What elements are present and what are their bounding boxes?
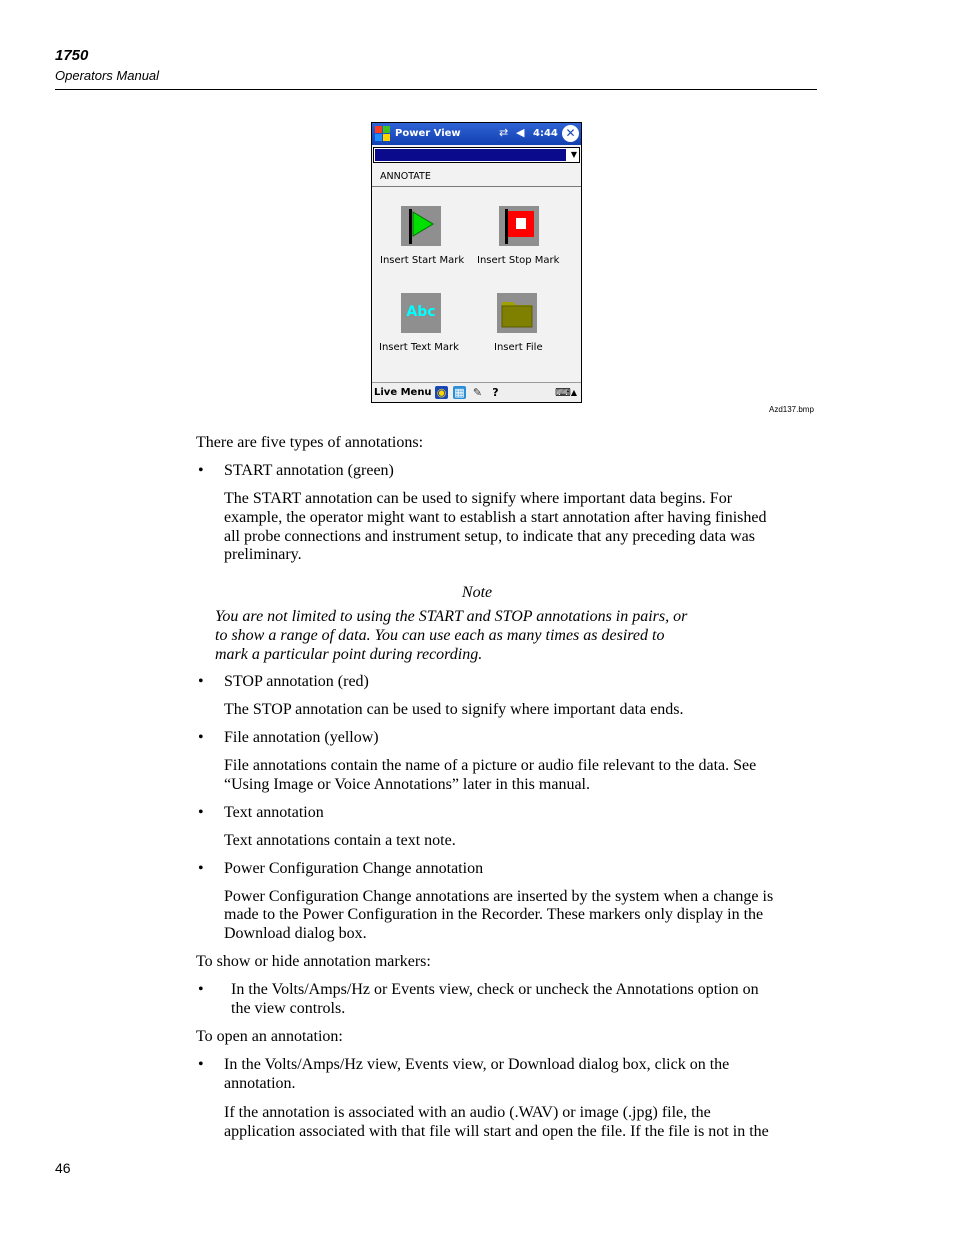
calendar-icon[interactable]: ▦ [454,386,465,399]
help-icon[interactable]: ? [492,386,499,399]
bullet-dot: • [198,981,204,998]
keyboard-icon[interactable]: ⌨ [555,386,571,399]
bullet-dot: • [198,729,204,746]
start-paragraph-line: all probe connections and instrument setup, to indicate that any preceding data was [224,528,755,545]
bullet-dot: • [198,462,204,479]
insert-stop-mark-label: Insert Stop Mark [477,255,560,266]
show-hide-line: the view controls. [231,1000,346,1017]
note-line: You are not limited to using the START and STOP annotations in pairs, or [215,608,688,625]
annotate-label: ANNOTATE [380,171,431,182]
intro-text: There are five types of annotations: [196,434,424,451]
speaker-icon[interactable]: ◀ [516,126,525,139]
windows-logo-icon[interactable] [375,126,391,142]
annotate-header [372,167,581,187]
header-rule [55,89,817,90]
text-mark-icon[interactable] [401,293,441,333]
insert-file-label: Insert File [494,342,543,353]
device-title-bar [372,123,581,145]
insert-text-mark-label: Insert Text Mark [379,342,459,353]
bullet-file: File annotation (yellow) [224,729,379,746]
manual-model: 1750 [55,47,89,64]
live-menu-button[interactable]: Live Menu [374,387,432,398]
text-paragraph: Text annotations contain a text note. [224,832,456,849]
show-hide-heading: To show or hide annotation markers: [196,953,431,970]
power-config-paragraph-line: made to the Power Configuration in the Recorder. These markers only display in the [224,906,764,923]
fluke-app-icon[interactable]: ◉ [436,386,447,399]
start-paragraph-line: example, the operator might want to establish a start annotation after having finished [224,509,767,526]
device-clock[interactable]: 4:44 [533,128,558,139]
page-number: 46 [55,1160,71,1176]
bullet-power-config: Power Configuration Change annotation [224,860,484,877]
device-app-title: Power View [395,128,461,139]
bullet-dot: • [198,804,204,821]
chevron-up-icon[interactable]: ▲ [570,388,578,397]
start-paragraph-line: preliminary. [224,546,302,563]
open-line: annotation. [224,1075,296,1092]
note-line: to show a range of data. You can use each as many times as desired to [215,627,665,644]
bullet-dot: • [198,1056,204,1073]
figure-caption: Azd137.bmp [769,405,814,414]
note-heading: Note [461,584,493,601]
note-line: mark a particular point during recording. [215,646,483,663]
folder-icon[interactable] [497,293,537,333]
bullet-start: START annotation (green) [224,462,394,479]
bullet-dot: • [198,860,204,877]
stop-paragraph: The STOP annotation can be used to signify where important data ends. [224,701,684,718]
open-paragraph-line: application associated with that file will start and open the file. If the file is not in the [224,1123,769,1140]
manual-subtitle: Operators Manual [55,68,160,83]
text-mark-icon-text: Abc [406,304,436,320]
stop-flag-icon[interactable] [499,206,539,246]
start-paragraph-line: The START annotation can be used to signify where important data begins. For [224,490,733,507]
dropdown-selection [375,149,566,161]
bullet-text: Text annotation [224,804,324,821]
open-heading: To open an annotation: [196,1028,343,1045]
insert-start-mark-label: Insert Start Mark [380,255,465,266]
open-line: In the Volts/Amps/Hz view, Events view, or Download dialog box, click on the [224,1056,730,1073]
open-paragraph-line: If the annotation is associated with an audio (.WAV) or image (.jpg) file, the [224,1104,711,1121]
device-screenshot [371,122,582,403]
power-config-paragraph-line: Download dialog box. [224,925,367,942]
chevron-down-icon[interactable]: ▼ [570,150,577,159]
file-paragraph-line: File annotations contain the name of a picture or audio file relevant to the data. See [224,757,757,774]
bullet-dot: • [198,673,204,690]
start-flag-icon[interactable] [401,206,441,246]
sync-icon[interactable]: ⇄ [499,126,509,139]
bullet-stop: STOP annotation (red) [224,673,369,690]
file-paragraph-line: “Using Image or Voice Annotations” later in this manual. [224,776,590,793]
show-hide-line: In the Volts/Amps/Hz or Events view, check or uncheck the Annotations option on [231,981,759,998]
view-dropdown[interactable] [373,147,580,163]
tools-icon[interactable]: ✎ [472,386,483,399]
device-taskbar [372,382,581,403]
power-config-paragraph-line: Power Configuration Change annotations are inserted by the system when a change is [224,888,774,905]
close-icon[interactable]: ✕ [562,125,579,142]
